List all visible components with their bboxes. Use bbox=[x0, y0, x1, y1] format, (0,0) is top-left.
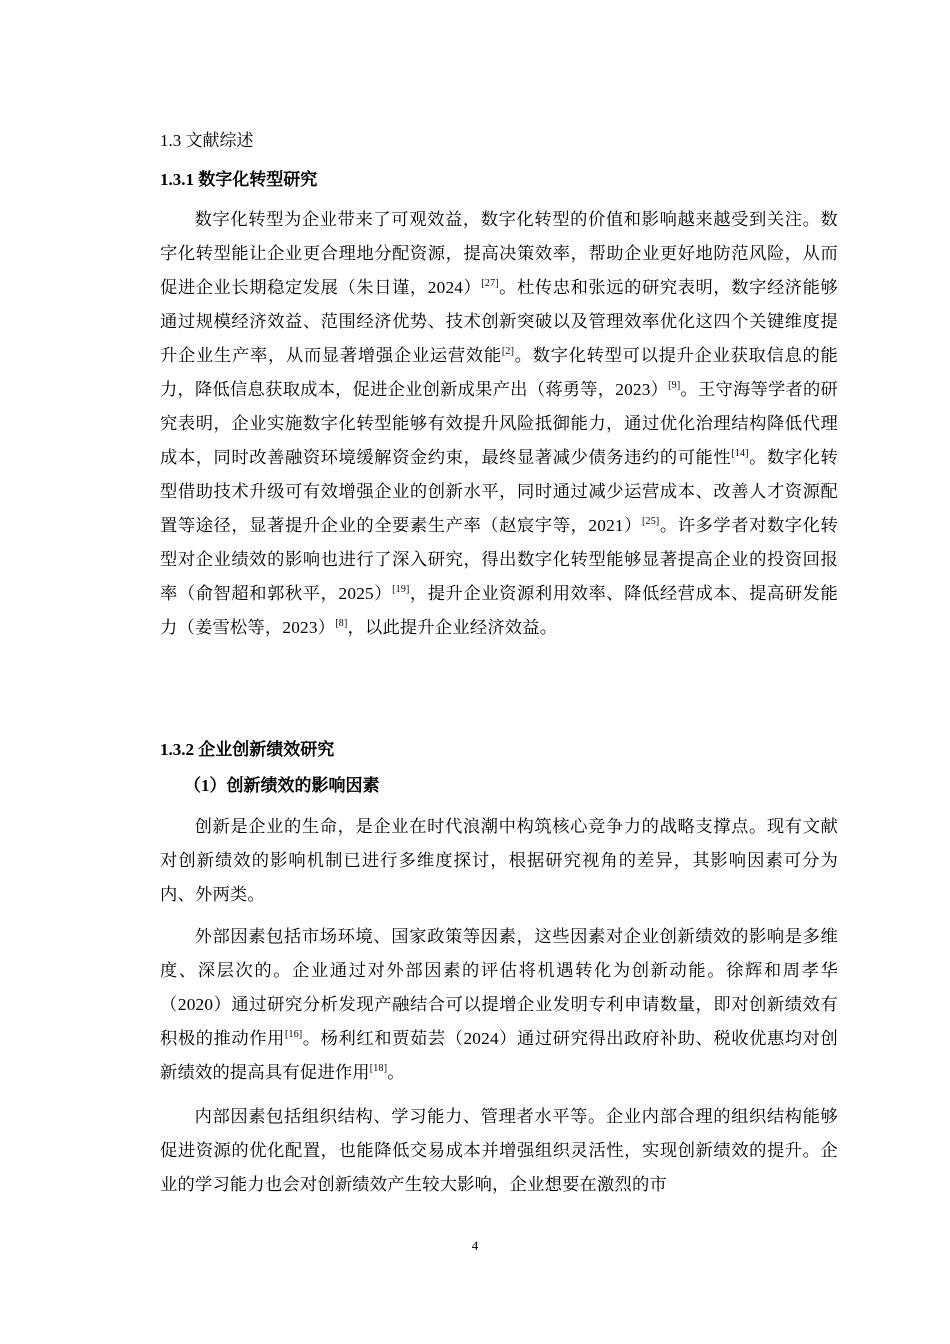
citation-ref: [14] bbox=[731, 448, 749, 459]
paragraph-text: 数字化转型为企业带来了可观效益，数字化转型的价值和影响越来越受到关注。数字化转型能让企业更合理地分配资源，提高决策效率，帮助企业更好地防范风险，从而促进企业长期稳定发展（朱日谨，2024） bbox=[160, 210, 838, 297]
citation-ref: [25] bbox=[642, 516, 660, 527]
paragraph-text: 外部因素包括市场环境、国家政策等因素，这些因素对企业创新绩效的影响是多维度、深层次的。企业通过对外部因素的评估将机遇转化为创新动能。徐辉和周孝华（2020）通过研究分析发现产融结合可以提增企业发明专利申请数量，即对创新绩效有积极的推动作用 bbox=[160, 927, 838, 1048]
citation-ref: [2] bbox=[501, 346, 515, 357]
paragraph-text: 内部因素包括组织结构、学习能力、管理者水平等。企业内部合理的组织结构能够促进资源的优化配置，也能降低交易成本并增强组织灵活性，实现创新绩效的提升。企业的学习能力也会对创新绩效产生较大影响，企业想要在激烈的市 bbox=[160, 1107, 838, 1194]
paragraph-text: 创新是企业的生命，是企业在时代浪潮中构筑核心竞争力的战略支撑点。现有文献对创新绩效的影响机制已进行多维度探讨，根据研究视角的差异，其影响因素可分为内、外两类。 bbox=[160, 817, 838, 904]
paragraph-text: ，提升企业资源利用效率、降低经营成本、提高研发能力（姜雪松等，2023） bbox=[160, 584, 838, 637]
section-heading: 1.3 文献综述 bbox=[160, 131, 254, 150]
subsection-heading-innovation-performance: 1.3.2 企业创新绩效研究 bbox=[160, 740, 335, 759]
paragraph-text: 。杜传忠和张远的研究表明，数字经济能够通过规模经济效益、范围经济优势、技术创新突破以及管理效率优化这四个关键维度提升企业生产率，从而显著增强企业运营效能 bbox=[160, 278, 838, 365]
citation-ref: [19] bbox=[392, 584, 410, 595]
paragraph-external-factors bbox=[160, 920, 838, 1090]
item-heading-influencing-factors: （1）创新绩效的影响因素 bbox=[184, 776, 380, 795]
paragraph-text: 。数字化转型借助技术升级可有效增强企业的创新水平，同时通过减少运营成本、改善人才资源配置等途径，显著提升企业的全要素生产率（赵宸宇等，2021） bbox=[160, 448, 838, 535]
paragraph-text: 。杨利红和贾茹芸（2024）通过研究得出政府补助、税收优惠均对创新绩效的提高具有促进作用 bbox=[160, 1029, 839, 1082]
paragraph-text: 。王守海等学者的研究表明，企业实施数字化转型能够有效提升风险抵御能力，通过优化治理结构降低代理成本，同时改善融资环境缓解资金约束，最终显著减少债务违约的可能性 bbox=[160, 380, 838, 467]
page-number: 4 bbox=[471, 1238, 479, 1253]
paragraph-text: 。许多学者对数字化转型对企业绩效的影响也进行了深入研究，得出数字化转型能够显著提高企业的投资回报率（俞智超和郭秋平，2025） bbox=[160, 516, 838, 603]
citation-ref: [27] bbox=[481, 278, 499, 289]
paragraph-internal-factors bbox=[160, 1100, 838, 1202]
paragraph-innovation-intro bbox=[160, 810, 838, 912]
paragraph-text: 。数字化转型可以提升企业获取信息的能力，降低信息获取成本，促进企业创新成果产出（蒋勇等，2023） bbox=[160, 346, 838, 399]
paragraph-text: 。 bbox=[387, 1063, 405, 1082]
paragraph-digital-transformation bbox=[160, 203, 838, 645]
citation-ref: [9] bbox=[668, 380, 681, 391]
citation-ref: [8] bbox=[335, 618, 348, 629]
paragraph-text: ，以此提升企业经济效益。 bbox=[347, 618, 558, 637]
citation-ref: [18] bbox=[369, 1063, 388, 1074]
citation-ref: [16] bbox=[284, 1029, 303, 1040]
subsection-heading-digital-transformation: 1.3.1 数字化转型研究 bbox=[160, 170, 318, 189]
